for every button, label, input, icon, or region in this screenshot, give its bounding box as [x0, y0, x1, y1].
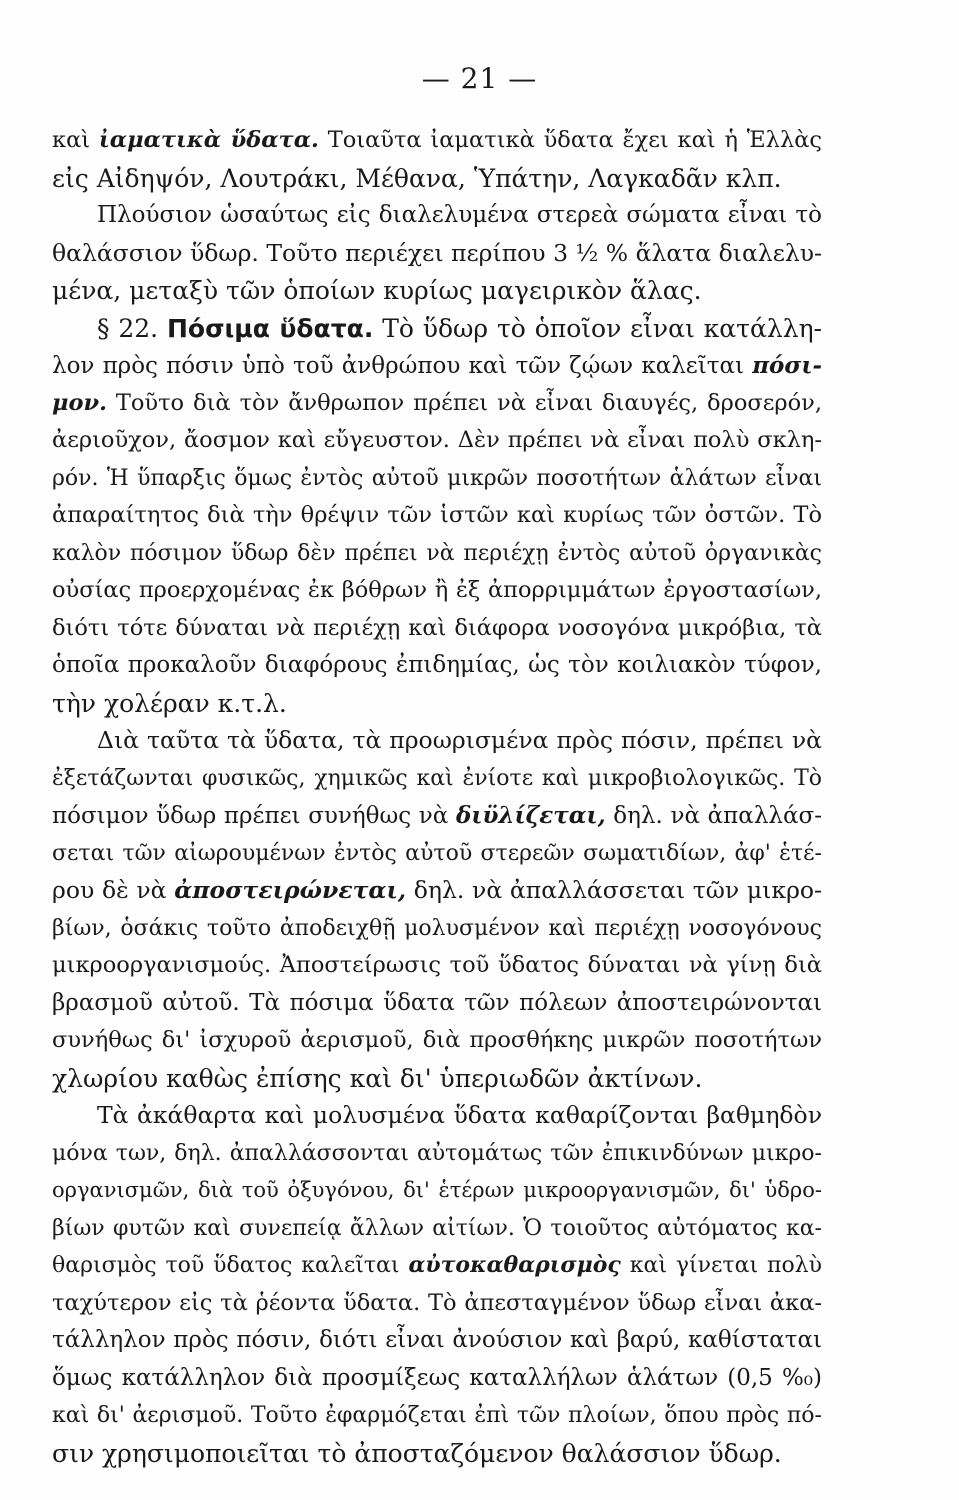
- text-span: τὴν χολέραν κ.τ.λ.: [52, 688, 287, 718]
- text-span: ἀεριοῦχον, ἄοσμον καὶ εὔγευστον. Δὲν πρέπει νὰ εἶναι πολὺ σκλη-: [52, 427, 822, 453]
- text-span: ταχύτερον εἰς τὰ ῥέοντα ὕδατα. Τὸ ἀπεσταγμένον ὕδωρ εἶναι ἀκα-: [52, 1289, 822, 1316]
- text-span: Τὸ ὕδωρ τὸ ὁποῖον εἶναι κατάλλη-: [373, 313, 822, 343]
- text-line: [52, 722, 822, 760]
- text-span: βρασμοῦ αὐτοῦ. Τὰ πόσιμα ὕδατα τῶν πόλεων ἀποστειρώνονται: [52, 989, 822, 1016]
- text-span: ἀπαραίτητος διὰ τὴν θρέψιν τῶν ἱστῶν καὶ κυρίως τῶν ὀστῶν. Τὸ: [52, 502, 822, 528]
- text-line: [52, 647, 822, 685]
- text-line: [52, 235, 822, 273]
- text-line: [52, 1172, 822, 1210]
- text-span: καλὸν πόσιμον ὕδωρ δὲν πρέπει νὰ περιέχῃ ἐντὸς αὐτοῦ ὀργανικὰς: [52, 540, 822, 566]
- text-line: [52, 272, 822, 310]
- text-span: πόσιμον ὕδωρ πρέπει συνήθως νὰ: [52, 803, 456, 829]
- text-span: δηλ. νὰ ἀπαλλάσσεται τῶν μικρο-: [406, 876, 822, 904]
- text-line: [52, 1397, 822, 1435]
- text-line: [52, 122, 822, 160]
- emphasized-term: ἰαματικὰ ὕδατα.: [98, 127, 319, 153]
- emphasized-term: ἀποστειρώνεται,: [174, 876, 407, 904]
- text-span: μένα, μεταξὺ τῶν ὁποίων κυρίως μαγειρικὸν ἅλας.: [52, 276, 702, 305]
- page-number: — 21 —: [421, 62, 538, 95]
- text-span: δηλ. νὰ ἀπαλλάσ-: [605, 803, 822, 829]
- text-line: [52, 947, 822, 985]
- text-span: Διὰ ταῦτα τὰ ὕδατα, τὰ προωρισμένα πρὸς πόσιν, πρέπει νὰ: [97, 726, 822, 754]
- text-line: [52, 610, 822, 648]
- text-span: θαλάσσιον ὕδωρ. Τοῦτο περιέχει περίπου 3 ½ % ἅλατα διαλελυ-: [52, 238, 822, 267]
- text-span: ὅμως κατάλληλον διὰ προσμίξεως καταλλήλων ἁλάτων (0,5 %₀): [52, 1364, 822, 1391]
- text-span: τάλληλον πρὸς πόσιν, διότι εἶναι ἀνούσιον καὶ βαρύ, καθίσταται: [52, 1327, 822, 1353]
- text-line: [52, 310, 822, 348]
- text-span: ρόν. Ἡ ὕπαρξις ὅμως ἐντὸς αὐτοῦ μικρῶν ποσοτήτων ἁλάτων εἶναι: [52, 465, 822, 491]
- text-span: οὐσίας προερχομένας ἐκ βόθρων ἢ ἐξ ἀπορριμμάτων ἐργοστασίων,: [52, 577, 822, 603]
- emphasized-term: πόσι-: [752, 352, 822, 379]
- text-line: [52, 1322, 822, 1360]
- text-line: [52, 1210, 822, 1248]
- text-span: οργανισμῶν, διὰ τοῦ ὀξυγόνου, δι' ἑτέρων μικροοργανισμῶν, δι' ὑδρο-: [52, 1178, 822, 1202]
- text-span: βίων φυτῶν καὶ συνεπείᾳ ἄλλων αἰτίων. Ὁ τοιοῦτος αὐτόματος κα-: [52, 1215, 822, 1241]
- body-text: [52, 122, 822, 1472]
- text-line: [52, 797, 822, 835]
- text-span: § 22.: [97, 313, 167, 343]
- text-line: [52, 385, 822, 423]
- emphasized-term: μον.: [52, 389, 107, 416]
- text-line: [52, 1435, 822, 1473]
- text-line: [52, 1285, 822, 1323]
- text-line: [52, 985, 822, 1023]
- text-span: καὶ: [52, 127, 99, 153]
- text-line: [52, 197, 822, 235]
- text-span: βίων, ὁσάκις τοῦτο ἀποδειχθῇ μολυσμένον καὶ περιέχῃ νοσογόνους: [52, 915, 822, 941]
- text-span: χλωρίου καθὼς ἐπίσης καὶ δι' ὑπεριωδῶν ἀκτίνων.: [52, 1063, 703, 1093]
- text-line: [52, 1060, 822, 1098]
- text-line: [52, 347, 822, 385]
- text-span: Τοιαῦτα ἰαματικὰ ὕδατα ἔχει καὶ ἡ Ἑλλὰς: [318, 127, 822, 153]
- text-line: [52, 1022, 822, 1060]
- text-span: Τὰ ἀκάθαρτα καὶ μολυσμένα ὕδατα καθαρίζονται βαθμηδὸν: [97, 1101, 822, 1129]
- text-span: λον πρὸς πόσιν ὑπὸ τοῦ ἀνθρώπου καὶ τῶν ζῴων καλεῖται: [52, 353, 753, 379]
- text-line: [52, 572, 822, 610]
- emphasized-term: αὐτοκαθαρισμὸς: [408, 1252, 621, 1278]
- text-line: [52, 1097, 822, 1135]
- text-span: Τοῦτο διὰ τὸν ἄνθρωπον πρέπει νὰ εἶναι διαυγές, δροσερόν,: [106, 389, 822, 416]
- emphasized-term: διϋλίζεται,: [455, 802, 606, 829]
- text-line: [52, 872, 822, 910]
- text-line: [52, 685, 822, 723]
- text-line: [52, 835, 822, 873]
- text-span: συνήθως δι' ἰσχυροῦ ἀερισμοῦ, διὰ προσθήκης μικρῶν ποσοτήτων: [52, 1027, 822, 1053]
- text-line: [52, 910, 822, 948]
- text-span: καὶ γίνεται πολὺ: [620, 1253, 823, 1278]
- text-span: ὁποῖα προκαλοῦν διαφόρους ἐπιδημίας, ὡς τὸν κοιλιακὸν τύφον,: [52, 652, 822, 678]
- text-line: [52, 160, 822, 198]
- text-span: Πλούσιον ὡσαύτως εἰς διαλελυμένα στερεὰ σώματα εἶναι τὸ: [97, 202, 822, 228]
- text-span: ἐξετάζωνται φυσικῶς, χημικῶς καὶ ἐνίοτε καὶ μικροβιολογικῶς. Τὸ: [52, 765, 822, 791]
- text-line: [52, 1135, 822, 1173]
- text-span: θαρισμὸς τοῦ ὕδατος καλεῖται: [52, 1253, 409, 1278]
- text-line: [52, 760, 822, 798]
- text-line: [52, 1360, 822, 1398]
- text-span: μικροοργανισμούς. Ἀποστείρωσις τοῦ ὕδατος δύναται νὰ γίνῃ διὰ: [52, 952, 822, 978]
- text-span: μόνα των, δηλ. ἀπαλλάσσονται αὐτομάτως τῶν ἐπικινδύνων μικρο-: [52, 1140, 822, 1166]
- text-span: σεται τῶν αἰωρουμένων ἐντὸς αὐτοῦ στερεῶν σωματιδίων, ἀφ' ἑτέ-: [52, 840, 822, 866]
- section-heading: Πόσιμα ὕδατα.: [166, 313, 374, 343]
- text-span: εἰς Αἰδηψόν, Λουτράκι, Μέθανα, Ὑπάτην, Λαγκαδᾶν κλπ.: [52, 163, 782, 193]
- text-span: καὶ δι' ἀερισμοῦ. Τοῦτο ἐφαρμόζεται ἐπὶ τῶν πλοίων, ὅπου πρὸς πό-: [52, 1403, 822, 1428]
- text-line: [52, 535, 822, 573]
- text-span: ρου δὲ νὰ: [52, 876, 175, 904]
- text-span: διότι τότε δύναται νὰ περιέχῃ καὶ διάφορα νοσογόνα μικρόβια, τὰ: [52, 614, 822, 641]
- text-span: σιν χρησιμοποιεῖται τὸ ἀποσταζόμενον θαλάσσιον ὕδωρ.: [52, 1438, 782, 1468]
- text-line: [52, 497, 822, 535]
- text-line: [52, 460, 822, 498]
- text-line: [52, 1247, 822, 1285]
- text-line: [52, 422, 822, 460]
